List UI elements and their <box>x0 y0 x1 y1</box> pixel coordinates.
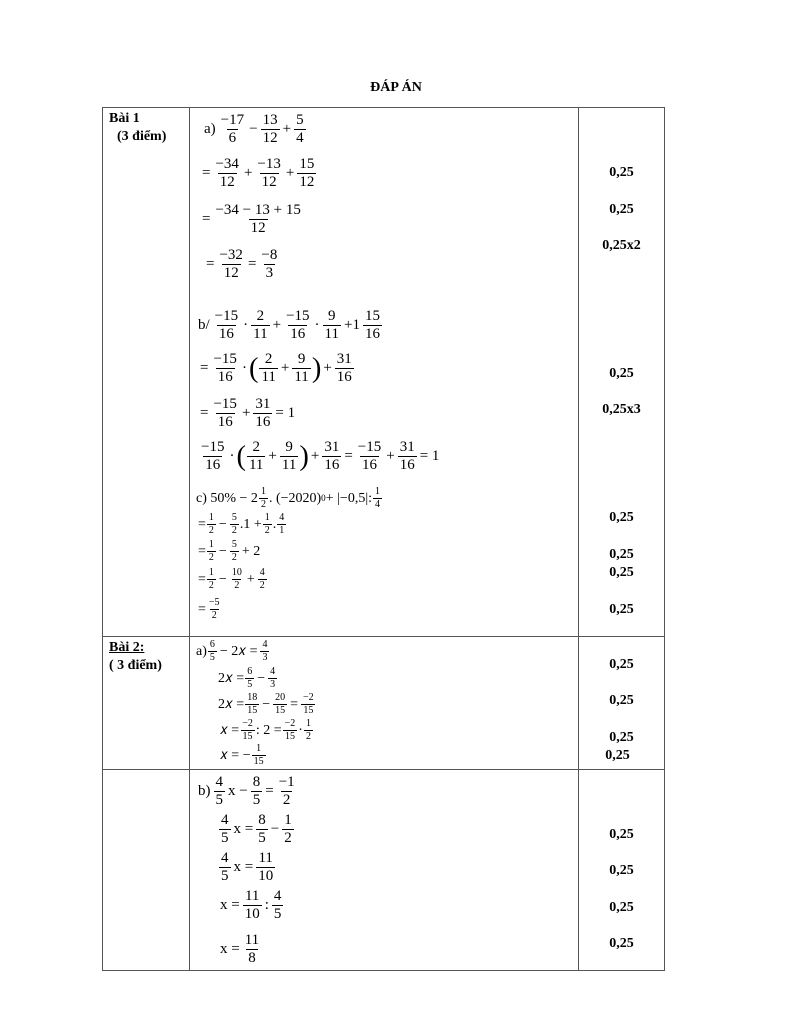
score: 0,25 <box>609 863 634 878</box>
fraction: $\frac{-1}{2}$ <box>278 774 295 809</box>
score: 0,25 <box>609 900 634 915</box>
math-line: 4 5 x = $\frac{8}{5}$ − $\frac{1}{2}$ <box>221 812 292 847</box>
fraction: 4 5 <box>273 888 282 923</box>
score: 0,25 <box>609 693 634 708</box>
math-line: = $\frac{-34}{12}$ + $\frac{-13}{12}$ + $\frac{15}{12}$ <box>202 156 315 191</box>
score: 0,25 <box>609 165 634 180</box>
fraction: −17 6 <box>220 112 245 147</box>
math-line: b/ −15 16 · 2 11 + $\frac{-15}{16}$ · 9 11 +1 15 16 <box>198 308 380 343</box>
fraction: 9 11 <box>324 308 339 343</box>
fraction: $\frac{31}{16}$ <box>324 439 340 474</box>
math-line: a) 6 5 − 2𝑥 = $\frac{4}{3}$ <box>196 639 268 663</box>
fraction: $\frac{-32}{12}$ <box>219 247 243 282</box>
fraction: 4 5 <box>221 850 229 885</box>
fraction: 2 11 <box>261 351 276 386</box>
solution-cell <box>190 770 579 971</box>
exercise-label-cell <box>103 108 190 637</box>
exercise-label-cell <box>103 770 190 971</box>
fraction: $\frac{1}{2}$ <box>208 539 214 563</box>
fraction: $\frac{1}{2}$ <box>208 512 214 536</box>
fraction: $\frac{5}{2}$ <box>231 512 237 536</box>
math-line: x = $\frac{11}{8}$ <box>220 932 260 967</box>
fraction: $\frac{8}{5}$ <box>258 812 266 847</box>
math-line: 4 5 x = $\frac{11}{10}$ <box>221 850 274 885</box>
math-line: = $\frac{-34 - 13 + 15}{12}$ <box>202 202 301 237</box>
math-line: b) 4 5 x − $\frac{8}{5}$ = $\frac{-1}{2}$ <box>198 774 295 809</box>
fraction: 1 4 <box>375 486 381 510</box>
fraction: $\frac{4}{3}$ <box>270 666 276 690</box>
math-line: −15 16 · ( 2 11 + $\frac{9}{11}$ ) + $\frac{31}{16}$ = $\frac{-15}{16}$ + $\frac{31}{16}$ = 1 <box>201 439 440 474</box>
score: 0,25 <box>609 565 634 580</box>
fraction: $\frac{1}{2}$ <box>264 512 270 536</box>
fraction: 2 11 <box>248 439 264 474</box>
math-line: a) −17 6 − $\frac{13}{12}$ + $\frac{5}{4}$ <box>204 112 304 147</box>
math-line: = $\frac{-15}{16}$ · ( 2 11 + $\frac{9}{11}$ ) + $\frac{31}{16}$ <box>200 351 352 386</box>
fraction: $\frac{1}{15}$ <box>253 743 264 767</box>
answer-table <box>102 107 665 971</box>
fraction: $\frac{10}{2}$ <box>231 567 242 591</box>
fraction: $\frac{1}{2}$ <box>208 567 214 591</box>
fraction: 1 2 <box>305 718 311 742</box>
score: 0,25 <box>609 547 634 562</box>
fraction: $\frac{6}{5}$ <box>247 666 253 690</box>
math-line: = $\frac{1}{2}$ − $\frac{5}{2}$ .1 + $\frac{1}{2}$ . 4 1 <box>198 512 285 536</box>
fraction: $\frac{11}{8}$ <box>244 932 260 967</box>
exercise-label-cell <box>103 637 190 770</box>
fraction: $\frac{-34 - 13 + 15}{12}$ <box>215 202 301 237</box>
fraction: $\frac{-2}{15}$ <box>242 718 253 742</box>
fraction: $\frac{15}{12}$ <box>299 156 315 191</box>
score: 0,25 <box>609 510 634 525</box>
score: 0,25 <box>609 202 634 217</box>
fraction: $\frac{31}{16}$ <box>336 351 352 386</box>
fraction: 4 5 <box>215 774 223 809</box>
page-title: ĐÁP ÁN <box>370 80 422 95</box>
math-line: x = $\frac{11}{10}$ : 4 5 <box>220 888 282 923</box>
fraction: $\frac{9}{11}$ <box>294 351 309 386</box>
score: 0,25x2 <box>602 238 641 253</box>
fraction: $\frac{11}{10}$ <box>244 888 260 923</box>
math-line: = $\frac{-15}{16}$ + $\frac{31}{16}$ = 1 <box>200 396 296 431</box>
fraction: $\frac{20}{15}$ <box>275 692 286 716</box>
fraction: $\frac{-15}{16}$ <box>286 308 310 343</box>
exercise-label: Bài 2: <box>109 640 145 655</box>
score: 0,25 <box>609 366 634 381</box>
fraction: $\frac{-8}{3}$ <box>261 247 278 282</box>
fraction: $\frac{5}{2}$ <box>231 539 237 563</box>
fraction: $\frac{1}{2}$ <box>284 812 292 847</box>
fraction: $\frac{18}{15}$ <box>247 692 258 716</box>
fraction: $\frac{31}{16}$ <box>399 439 415 474</box>
fraction: 4 5 <box>221 812 229 847</box>
fraction: $\frac{-5}{2}$ <box>208 597 220 621</box>
fraction: $\frac{-15}{16}$ <box>213 396 237 431</box>
fraction: $\frac{-15}{16}$ <box>357 439 382 474</box>
fraction: 4 1 <box>279 512 285 536</box>
fraction: $\frac{-15}{16}$ <box>213 351 237 386</box>
math-line: 2𝑥 = $\frac{18}{15}$ − $\frac{20}{15}$ = $\frac{-2}{15}$ <box>218 692 314 716</box>
table-row-bai2a <box>103 637 665 770</box>
score: 0,25 <box>609 657 634 672</box>
score: 0,25x3 <box>602 402 641 417</box>
fraction: $\frac{4}{2}$ <box>259 567 265 591</box>
solution-cell <box>190 108 579 637</box>
fraction: −15 16 <box>201 439 225 474</box>
exercise-label: Bài 1 <box>109 111 140 126</box>
math-line: 𝑥 = $\frac{-2}{15}$ : 2 = $\frac{-2}{15}$ · 1 2 <box>220 718 311 742</box>
score: 0,25 <box>609 827 634 842</box>
fraction: $\frac{11}{10}$ <box>258 850 274 885</box>
points-cell <box>579 108 665 637</box>
fraction: 6 5 <box>209 639 215 663</box>
fraction: $\frac{8}{5}$ <box>252 774 261 809</box>
math-line: = $\frac{1}{2}$ − $\frac{5}{2}$ + 2 <box>198 539 261 563</box>
points-label: (3 điểm) <box>117 129 167 144</box>
fraction: −15 16 <box>214 308 239 343</box>
points-label: ( 3 điểm) <box>109 658 162 673</box>
fraction: $\frac{5}{4}$ <box>296 112 304 147</box>
score: 0,25 <box>609 602 634 617</box>
fraction: $\frac{-34}{12}$ <box>215 156 239 191</box>
math-line: = $\frac{-5}{2}$ <box>198 597 220 621</box>
score: 0,25 <box>609 730 634 745</box>
fraction: $\frac{13}{12}$ <box>262 112 278 147</box>
math-line: = $\frac{-32}{12}$ = $\frac{-8}{3}$ <box>206 247 278 282</box>
fraction: $\frac{-13}{12}$ <box>257 156 281 191</box>
math-line: 𝑥 = − $\frac{1}{15}$ <box>220 743 264 767</box>
fraction: $\frac{31}{16}$ <box>255 396 271 431</box>
table-row-bai1 <box>103 108 665 637</box>
fraction: $\frac{9}{11}$ <box>281 439 297 474</box>
fraction: 15 16 <box>364 308 380 343</box>
table-row-bai2b <box>103 770 665 971</box>
fraction: $\frac{4}{3}$ <box>262 639 268 663</box>
points-cell <box>579 770 665 971</box>
fraction: 1 2 <box>260 486 266 510</box>
fraction: 2 11 <box>253 308 268 343</box>
fraction: $\frac{-2}{15}$ <box>303 692 314 716</box>
solution-cell <box>190 637 579 770</box>
fraction: $\frac{-2}{15}$ <box>284 718 296 742</box>
math-line: 2𝑥 = $\frac{6}{5}$ − $\frac{4}{3}$ <box>218 666 276 690</box>
math-line: = $\frac{1}{2}$ − $\frac{10}{2}$ + $\frac{4}{2}$ <box>198 567 265 591</box>
score: 0,25 <box>609 936 634 951</box>
score: 0,25 <box>605 748 630 763</box>
points-cell <box>579 637 665 770</box>
math-line: c) 50% − 2 1 2 . (−2020) 0 + |−0,5|: 1 4 <box>196 486 381 510</box>
